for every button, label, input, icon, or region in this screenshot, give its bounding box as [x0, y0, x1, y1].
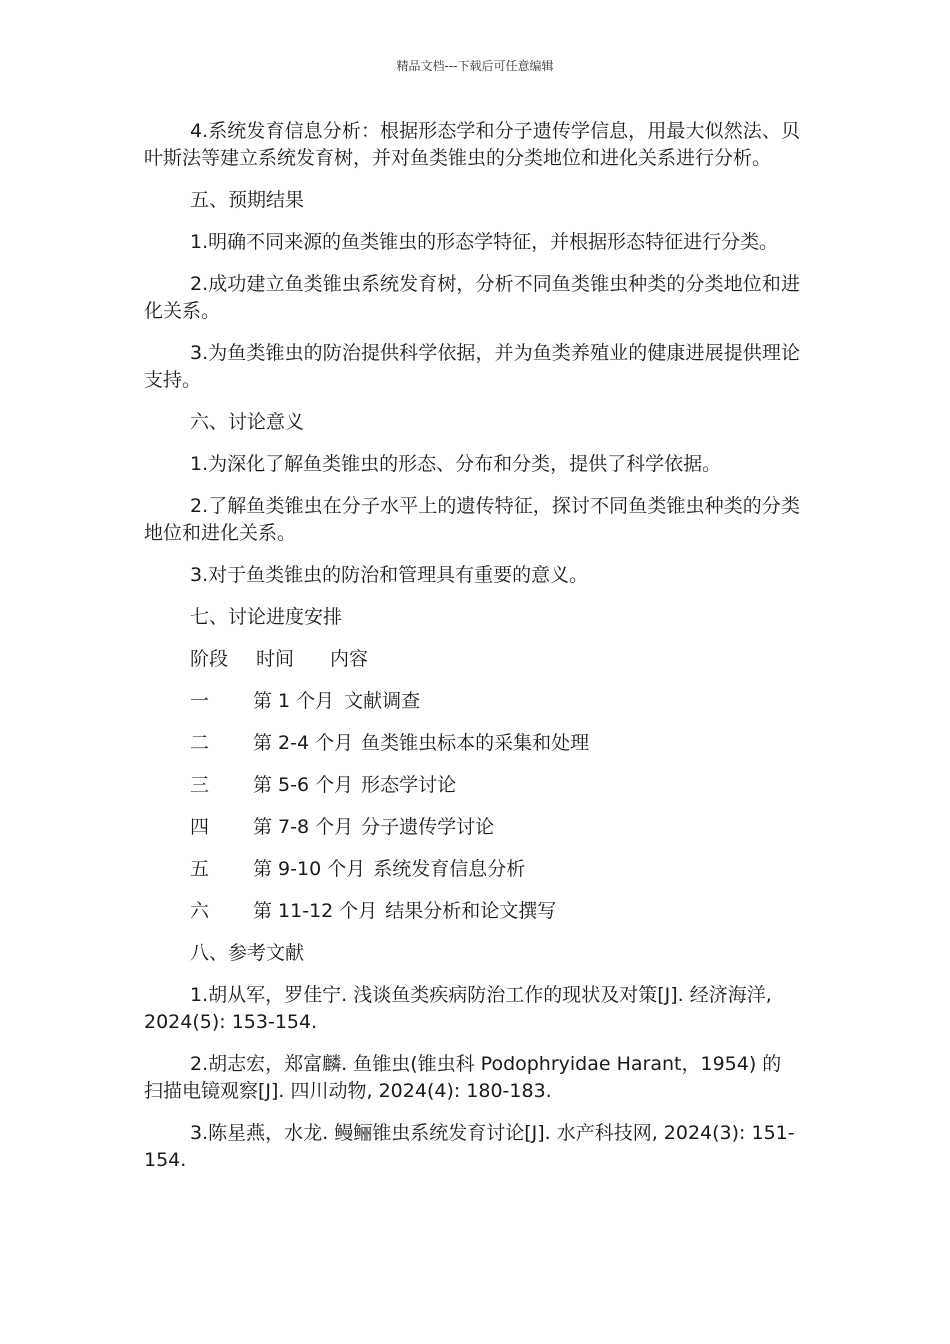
section5-title: 五、预期结果 [190, 189, 305, 211]
schedule-row [144, 730, 800, 757]
schedule-content: 系统发育信息分析 [373, 858, 526, 880]
schedule-time: 第 11-12 个月 [253, 900, 378, 922]
section4-item: 4.系统发育信息分析：根据形态学和分子遗传学信息，用最大似然法、贝叶斯法等建立系统发育树，并对鱼类锥虫的分类地位和进化关系进行分析。 [144, 120, 800, 169]
schedule-row [144, 688, 800, 715]
schedule-time: 第 5-6 个月 [253, 774, 354, 796]
schedule-stage: 六 [190, 900, 210, 922]
schedule-stage: 五 [190, 858, 210, 880]
section6-item-1: 1.为深化了解鱼类锥虫的形态、分布和分类，提供了科学依据。 [190, 453, 722, 475]
schedule-content: 形态学讨论 [361, 774, 457, 796]
schedule-stage: 一 [190, 690, 210, 712]
section6-item-3: 3.对于鱼类锥虫的防治和管理具有重要的意义。 [190, 564, 589, 586]
schedule-row [144, 772, 800, 799]
schedule-stage: 四 [190, 816, 210, 838]
schedule-content: 鱼类锥虫标本的采集和处理 [361, 732, 590, 754]
schedule-time: 第 7-8 个月 [253, 816, 354, 838]
page-header: 精品文档---下载后可任意编辑 [396, 59, 554, 73]
schedule-stage: 三 [190, 774, 210, 796]
schedule-header-time: 时间 [256, 648, 295, 670]
schedule-stage: 二 [190, 732, 210, 754]
section7-title: 七、讨论进度安排 [190, 606, 343, 628]
schedule-header-stage: 阶段 [190, 648, 229, 670]
section6-title: 六、讨论意义 [190, 411, 305, 433]
schedule-time: 第 2-4 个月 [253, 732, 354, 754]
schedule-content: 结果分析和论文撰写 [385, 900, 557, 922]
schedule-row [144, 898, 800, 925]
schedule-time: 第 1 个月 [253, 690, 335, 712]
section6-item-2: 2.了解鱼类锥虫在分子水平上的遗传特征，探讨不同鱼类锥虫种类的分类地位和进化关系。 [144, 495, 800, 544]
schedule-content: 分子遗传学讨论 [361, 816, 495, 838]
section5-item-3: 3.为鱼类锥虫的防治提供科学依据，并为鱼类养殖业的健康进展提供理论支持。 [144, 342, 800, 391]
section5-item-1: 1.明确不同来源的鱼类锥虫的形态学特征，并根据形态特征进行分类。 [190, 231, 779, 253]
reference-1: 1.胡从军，罗佳宁. 浅谈鱼类疾病防治工作的现状及对策[J]. 经济海洋, 2024(5): 153-154. [144, 984, 772, 1033]
section5-item-2: 2.成功建立鱼类锥虫系统发育树，分析不同鱼类锥虫种类的分类地位和进化关系。 [144, 273, 800, 322]
schedule-content: 文献调查 [344, 690, 421, 712]
schedule-row [144, 814, 800, 841]
schedule-header-row [144, 646, 800, 673]
schedule-time: 第 9-10 个月 [253, 858, 366, 880]
schedule-header-content: 内容 [330, 648, 369, 670]
document-body [144, 118, 800, 1189]
reference-3: 3.陈星燕，水龙. 鳗鲡锥虫系统发育讨论[J]. 水产科技网, 2024(3): 151-154. [144, 1122, 795, 1171]
section8-title: 八、参考文献 [190, 942, 305, 964]
reference-2: 2.胡志宏，郑富麟. 鱼锥虫(锥虫科 Podophryidae Harant，1954) 的扫描电镜观察[J]. 四川动物, 2024(4): 180-183. [144, 1053, 782, 1102]
schedule-row [144, 856, 800, 883]
